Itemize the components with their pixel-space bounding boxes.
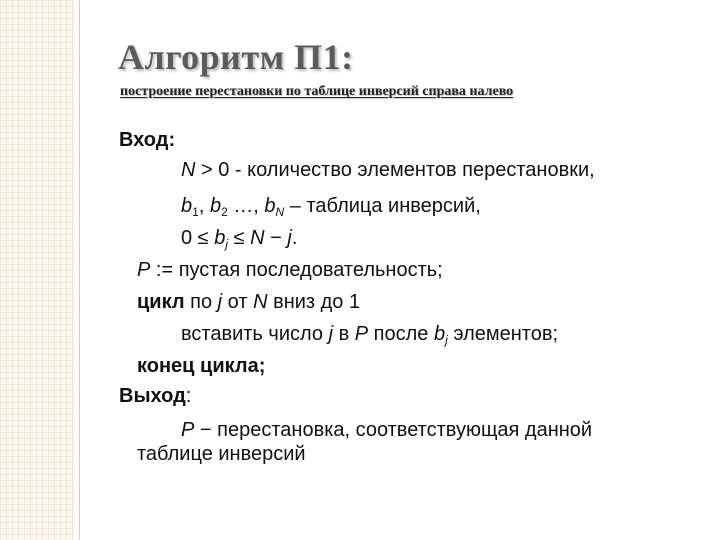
sub-2: 2 [221, 205, 228, 219]
loop-t1: по [184, 291, 218, 313]
insert-var-b: b [433, 323, 446, 345]
loop-t3: вниз до 1 [267, 291, 361, 313]
var-j: j [287, 227, 292, 249]
constraint-mid: ≤ [228, 227, 251, 249]
var-b1: b [181, 195, 193, 217]
constraint-prefix: 0 ≤ [181, 227, 215, 249]
insert-var-p: P [354, 323, 369, 345]
slide-subtitle: построение перестановки по таблице инверсий справа налево [120, 84, 514, 99]
sub-1: 1 [192, 205, 199, 219]
input-line-b-text: – таблица инверсий, [284, 195, 481, 217]
insert-t1: вставить число [181, 323, 329, 345]
insert-var-j: j [328, 323, 334, 345]
constraint-minus: − [264, 227, 288, 249]
var-p: P [137, 259, 151, 281]
input-line-n-text: > 0 - количество элементов перестановки, [195, 159, 595, 181]
loop-line [137, 290, 360, 314]
constraint-end: . [291, 227, 298, 249]
insert-t2: в [333, 323, 355, 345]
slide-title: Алгоритм П1: [118, 37, 354, 77]
output-colon: : [185, 385, 192, 407]
insert-line [181, 322, 558, 346]
input-label: Вход: [119, 129, 176, 151]
assign-text: := пустая последовательность; [150, 259, 443, 281]
input-line-b [181, 194, 481, 218]
loop-keyword: цикл [137, 291, 185, 313]
loop-var-j: j [217, 291, 223, 313]
decorative-side-strip [0, 0, 74, 540]
insert-t3: после [368, 323, 434, 345]
output-var-p: P [181, 419, 195, 441]
var-n: N [181, 159, 196, 181]
insert-sub-j: j [445, 333, 448, 347]
var-n2: N [250, 227, 265, 249]
loop-t2: от [222, 291, 254, 313]
output-line-label [119, 384, 191, 408]
sep-2: …, [227, 195, 265, 217]
sub-j: j [225, 237, 229, 251]
sub-n: N [275, 205, 285, 219]
insert-t4: элементов; [447, 323, 559, 345]
loop-var-n: N [253, 291, 268, 313]
end-loop-line: конец цикла; [137, 355, 266, 377]
input-line-constraint [181, 226, 297, 250]
output-line-1 [181, 418, 592, 442]
input-line-n [181, 158, 595, 182]
decorative-divider-line [79, 0, 80, 540]
output-label: Выход [119, 385, 186, 407]
output-text-1: − перестановка, соответствующая данной [194, 419, 593, 441]
var-bj: b [214, 227, 226, 249]
sep-1: , [198, 195, 210, 217]
assign-line [137, 258, 443, 282]
var-b2: b [209, 195, 222, 217]
var-bn: b [264, 195, 276, 217]
output-line-2: таблице инверсий [137, 443, 306, 465]
